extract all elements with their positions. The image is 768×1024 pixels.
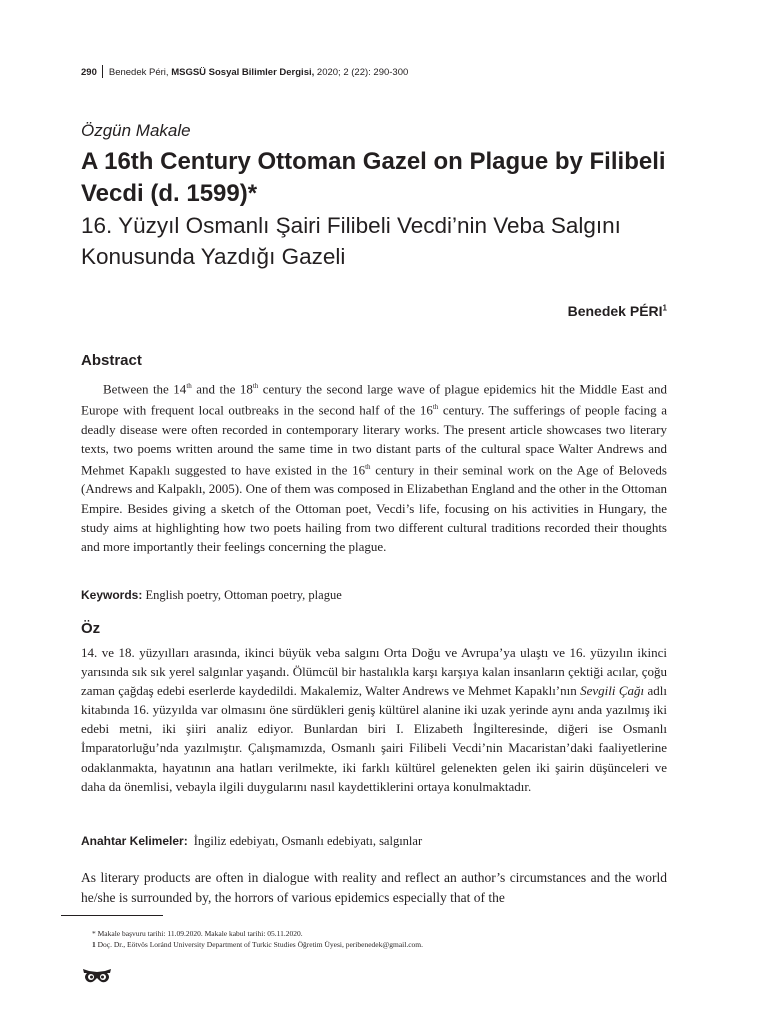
author-name — [568, 303, 667, 319]
oz-text: adlı kitabında 16. yüzyılda var olmasını öne sürdükleri geniş kültürel alanine iki uzak yerinde aynı anda yazılmış iki edebi metni, iki şiiri analiz ediyor. Bunlardan biri I. Elizabeth İngilteresinde, diğeri ise Osmanlı İmparatorluğu’nda yazılmıştır. Çalışmamızda, Osmanlı şairi Filibeli Vecdi’nin Macaristan’daki faaliyetlerine odaklanmakta, hayatının ana hatları verilmekte, iki farklı kültürel gelenekten gelen iki şairin düşünceleri ve daha da önemlisi, vebayla ilgili duygularını nasıl kaydettiklerini ortaya konulmaktadır. — [81, 683, 667, 794]
oz-paragraph — [81, 643, 667, 796]
anahtar-kelimeler-text: İngiliz edebiyatı, Osmanlı edebiyatı, salgınlar — [193, 834, 423, 848]
anahtar-kelimeler-label: Anahtar Kelimeler: — [81, 834, 188, 848]
oz-text: 14. ve 18. yüzyılları arasında, ikinci büyük veba salgını Orta Doğu ve Avrupa’ya ulaştı ve 16. yüzyılın ikinci yarısında sık sık yerel salgınlar yaşandı. Ölümcül bir hastalıkla karşı karşıya kalan insanların çektiği acılar, çoğu zaman çağdaş edebi eserlerde kaydedildi. Makalemiz, Walter Andrews ve Mehmet Kapaklı’nın — [81, 645, 667, 699]
abstract-paragraph — [81, 377, 667, 556]
footnote-dates: * Makale başvuru tarihi: 11.09.2020. Makale kabul tarihi: 05.11.2020. — [92, 929, 303, 938]
author-footnote-mark: 1 — [662, 303, 667, 313]
abstract-text: Between the 14 — [103, 381, 187, 397]
abstract-text: century. The sufferings of people facing a deadly disease were often recorded in contemporary literary works. The present article showcases two literary texts, two poems written around the same time in two distant parts of the cultural space Walter Andrews and Mehmet Kapaklı suggested to have existed in the 16 — [81, 402, 667, 478]
journal-issue: 2020; 2 (22): 290-300 — [314, 67, 409, 78]
ordinal-suffix: th — [365, 463, 371, 472]
running-header — [81, 65, 408, 78]
keywords-line — [81, 588, 342, 603]
article-title-english: A 16th Century Ottoman Gazel on Plague by Filibeli Vecdi (d. 1599)* — [81, 148, 666, 207]
author-name-text: Benedek PÉRI — [567, 303, 663, 319]
abstract-heading: Abstract — [81, 352, 142, 369]
ordinal-suffix: th — [252, 382, 259, 390]
ordinal-suffix: th — [186, 382, 192, 390]
body-paragraph: As literary products are often in dialogue with reality and reflect an author’s circumstances and the world he/she is surrounded by, the horrors of various epidemics especially that of the — [81, 870, 667, 905]
keywords-text: English poetry, Ottoman poetry, plague — [142, 588, 342, 602]
abstract-text: and the 18 — [191, 381, 253, 397]
article-type: Özgün Makale — [81, 121, 191, 140]
header-divider — [102, 65, 103, 78]
oz-heading: Öz — [81, 620, 101, 637]
page-number: 290 — [81, 67, 97, 78]
footnote-affiliation-text: Doç. Dr., Eötvös Loránd University Department of Turkic Studies Öğretim Üyesi, peribenedek@gmail.com. — [95, 940, 424, 949]
journal-name: MSGSÜ Sosyal Bilimler Dergisi, — [171, 67, 315, 78]
keywords-label: Keywords: — [81, 588, 143, 602]
abstract-text: century in their seminal work on the Age of Beloveds (Andrews and Kalpaklı, 2005). One of them was composed in Elizabethan England and the other in the Ottoman Empire. Besides giving a sketch of the Ottoman poet, Vecdi’s life, focusing on his activities in Hungary, the study aims at highlighting how two poets hailing from two different cultural traditions recorded their thoughts and more importantly their feelings concerning the plague. — [81, 462, 667, 554]
article-title-turkish: 16. Yüzyıl Osmanlı Şairi Filibeli Vecdi’nin Veba Salgını Konusunda Yazdığı Gazeli — [81, 213, 621, 269]
oz-italic-title: Sevgili Çağı — [580, 683, 645, 699]
abstract-text: century the second large wave of plague epidemics hit the Middle East and Europe with frequent local outbreaks in the second half of the 16 — [81, 381, 667, 418]
anahtar-kelimeler-line — [81, 834, 422, 849]
owl-eyes-icon — [82, 967, 112, 984]
header-author: Benedek Péri, — [108, 67, 172, 78]
footnote-mark: 1 — [92, 940, 96, 949]
ordinal-suffix: th — [432, 403, 439, 412]
footnote-rule — [61, 915, 163, 916]
footnote-affiliation — [92, 940, 423, 949]
